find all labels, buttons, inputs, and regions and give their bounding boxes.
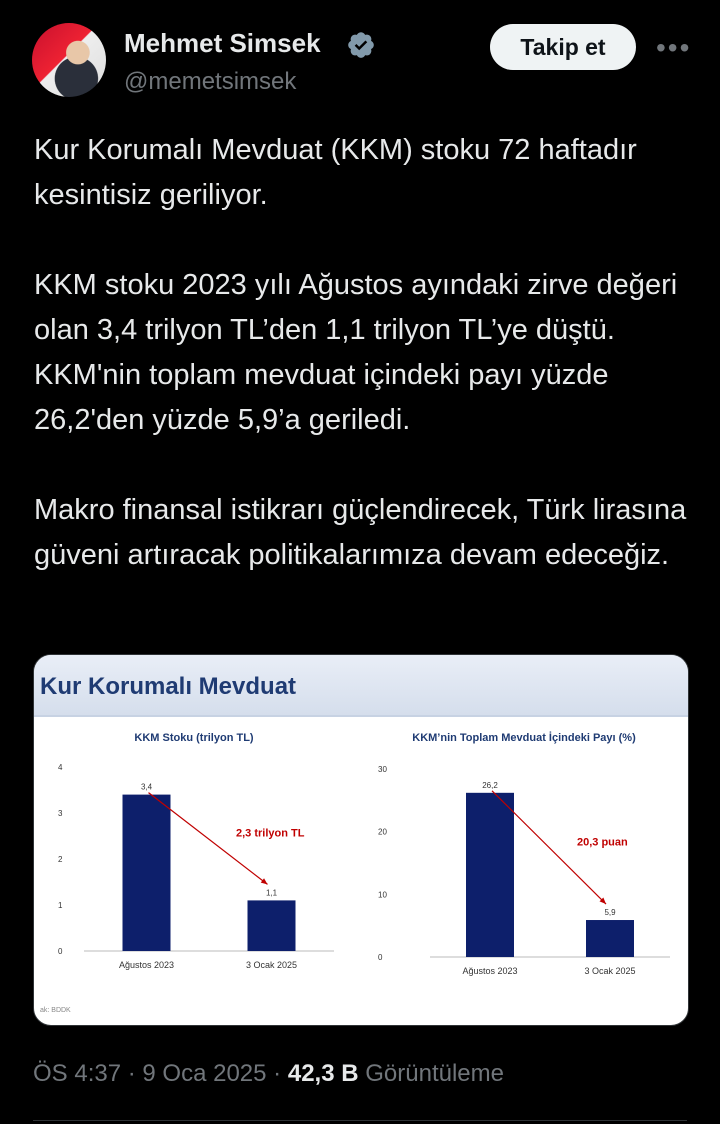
meta-separator: · bbox=[127, 1060, 136, 1087]
x-tick-label: Ağustos 2023 bbox=[118, 960, 175, 970]
follow-button[interactable]: Takip et bbox=[490, 24, 636, 70]
card-title: Kur Korumalı Mevduat bbox=[40, 673, 297, 700]
chart-bar bbox=[466, 793, 514, 957]
chart-bar bbox=[586, 920, 634, 957]
x-tick-label: Ağustos 2023 bbox=[462, 966, 518, 976]
tweet-paragraph: Kur Korumalı Mevduat (KKM) stoku 72 haftadır kesintisiz geriliyor. bbox=[34, 134, 637, 211]
y-tick-label: 20 bbox=[378, 827, 387, 837]
tweet-header bbox=[0, 0, 720, 110]
meta-separator: · bbox=[273, 1060, 282, 1087]
bar-value-label: 1,1 bbox=[265, 888, 278, 898]
divider bbox=[33, 1120, 687, 1121]
more-options-icon[interactable]: ••• bbox=[656, 32, 692, 63]
chart-title: KKM Stoku (trilyon TL) bbox=[134, 732, 254, 744]
chart-title: KKM’nin Toplam Mevduat İçindeki Payı (%) bbox=[412, 732, 636, 744]
tweet-paragraph: KKM stoku 2023 yılı Ağustos ayındaki zirve değeri olan 3,4 trilyon TL’den 1,1 trilyon TL’ye düştü. KKM'nin toplam mevduat içindeki payı yüzde 26,2'den yüzde 5,9’a geriledi. bbox=[34, 269, 678, 436]
chart-annotation: 20,3 puan bbox=[577, 836, 628, 849]
x-tick-label: 3 Ocak 2025 bbox=[584, 966, 636, 976]
y-tick-label: 1 bbox=[58, 901, 63, 910]
y-tick-label: 30 bbox=[378, 765, 387, 774]
bar-value-label: 5,9 bbox=[604, 908, 616, 918]
chart-source: ak: BDDK bbox=[40, 1007, 71, 1014]
y-tick-label: 0 bbox=[378, 953, 383, 962]
author-handle[interactable]: @memetsimsek bbox=[124, 68, 297, 95]
tweet-meta bbox=[33, 1060, 504, 1088]
tweet-image-card[interactable] bbox=[33, 654, 689, 1026]
chart-kkm-share bbox=[364, 725, 684, 985]
bar-value-label: 3,4 bbox=[140, 782, 153, 792]
tweet-time[interactable]: ÖS 4:37 bbox=[33, 1060, 122, 1087]
bar-value-label: 26,2 bbox=[482, 780, 498, 790]
y-tick-label: 0 bbox=[58, 947, 63, 956]
chart-bar bbox=[248, 900, 296, 951]
views-count: 42,3 B bbox=[287, 1060, 359, 1087]
y-tick-label: 3 bbox=[58, 809, 63, 818]
views-label: Görüntüleme bbox=[365, 1060, 504, 1087]
tweet-text bbox=[34, 128, 694, 578]
chart-kkm-share-svg bbox=[364, 725, 684, 985]
card-title-bar bbox=[34, 655, 688, 717]
chart-annotation: 2,3 trilyon TL bbox=[236, 827, 305, 840]
y-tick-label: 4 bbox=[58, 763, 63, 772]
y-tick-label: 10 bbox=[378, 890, 387, 900]
verified-badge-icon bbox=[346, 30, 376, 60]
chart-kkm-stock-svg bbox=[44, 725, 344, 985]
chart-bar bbox=[123, 795, 171, 951]
tweet-date[interactable]: 9 Oca 2025 bbox=[142, 1060, 267, 1087]
tweet-paragraph: Makro finansal istikrarı güçlendirecek, Türk lirasına güveni artıracak politikalarımıza devam edeceğiz. bbox=[34, 494, 687, 571]
author-name[interactable]: Mehmet Simsek bbox=[124, 28, 321, 58]
profile-photo-icon[interactable] bbox=[32, 23, 106, 97]
chart-kkm-stock bbox=[44, 725, 344, 985]
y-tick-label: 2 bbox=[58, 855, 63, 864]
x-tick-label: 3 Ocak 2025 bbox=[245, 960, 298, 970]
